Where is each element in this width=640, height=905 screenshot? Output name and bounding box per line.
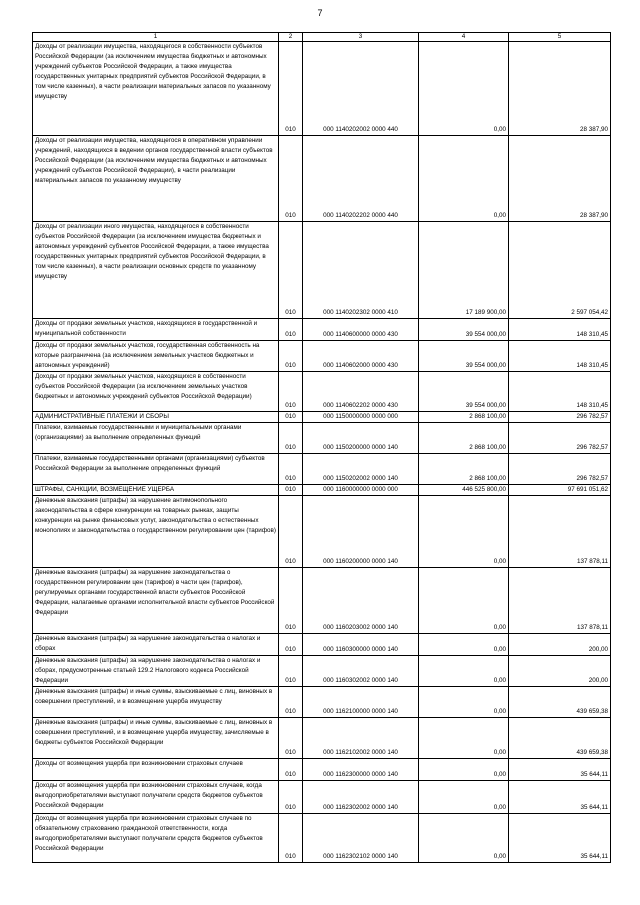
row-code: 010 bbox=[279, 781, 303, 814]
row-planned-amount: 0,00 bbox=[419, 656, 509, 687]
row-executed-amount: 439 659,38 bbox=[509, 718, 611, 759]
column-header: 3 bbox=[303, 33, 419, 42]
row-executed-amount: 137 878,11 bbox=[509, 496, 611, 568]
row-budget-code: 000 1140202202 0000 440 bbox=[303, 136, 419, 222]
row-planned-amount: 0,00 bbox=[419, 634, 509, 656]
table-row bbox=[33, 781, 611, 814]
table-row bbox=[33, 42, 611, 136]
table-body bbox=[33, 42, 611, 863]
row-code: 010 bbox=[279, 454, 303, 485]
row-code: 010 bbox=[279, 372, 303, 412]
row-code: 010 bbox=[279, 634, 303, 656]
row-executed-amount: 2 597 054,42 bbox=[509, 222, 611, 319]
row-code: 010 bbox=[279, 759, 303, 781]
row-budget-code: 000 1140602000 0000 430 bbox=[303, 341, 419, 372]
row-budget-code: 000 1162302002 0000 140 bbox=[303, 781, 419, 814]
row-code: 010 bbox=[279, 341, 303, 372]
row-planned-amount: 0,00 bbox=[419, 42, 509, 136]
row-name: Денежные взыскания (штрафы) за нарушение антимонопольного законодательства в сфере конкуренции на товарных рынках, защиты конкуренции на рынке финансовых услуг, законодательства о естественных монополиях и законодательства о государственном регулировании цен (тарифов) bbox=[33, 496, 279, 568]
table-row bbox=[33, 423, 611, 454]
table-row bbox=[33, 372, 611, 412]
row-planned-amount: 0,00 bbox=[419, 496, 509, 568]
row-code: 010 bbox=[279, 42, 303, 136]
row-code: 010 bbox=[279, 656, 303, 687]
table-row bbox=[33, 341, 611, 372]
row-executed-amount: 200,00 bbox=[509, 634, 611, 656]
row-code: 010 bbox=[279, 319, 303, 341]
row-planned-amount: 2 868 100,00 bbox=[419, 454, 509, 485]
row-budget-code: 000 1140600000 0000 430 bbox=[303, 319, 419, 341]
column-header: 4 bbox=[419, 33, 509, 42]
row-budget-code: 000 1162300000 0000 140 bbox=[303, 759, 419, 781]
table-row bbox=[33, 136, 611, 222]
row-executed-amount: 28 387,90 bbox=[509, 42, 611, 136]
row-budget-code: 000 1160203002 0000 140 bbox=[303, 568, 419, 634]
row-name: Доходы от возмещения ущерба при возникновении страховых случаев bbox=[33, 759, 279, 781]
table-row bbox=[33, 718, 611, 759]
row-name: Доходы от возмещения ущерба при возникновении страховых случаев, когда выгодоприобретателями выступают получатели средств бюджетов субъектов Российской Федерации bbox=[33, 781, 279, 814]
row-executed-amount: 296 782,57 bbox=[509, 454, 611, 485]
row-budget-code: 000 1162302102 0000 140 bbox=[303, 814, 419, 863]
row-planned-amount: 17 189 900,00 bbox=[419, 222, 509, 319]
row-executed-amount: 148 310,45 bbox=[509, 319, 611, 341]
row-budget-code: 000 1162102002 0000 140 bbox=[303, 718, 419, 759]
row-executed-amount: 200,00 bbox=[509, 656, 611, 687]
row-name: Доходы от продажи земельных участков, находящихся в государственной и муниципальной собственности bbox=[33, 319, 279, 341]
row-budget-code: 000 1162100000 0000 140 bbox=[303, 687, 419, 718]
row-executed-amount: 148 310,45 bbox=[509, 341, 611, 372]
row-name: Доходы от реализации имущества, находящегося в собственности субъектов Российской Федерации (за исключением имущества бюджетных и автономных учреждений субъектов Российской Федерации, а также имущества государственных унитарных предприятий субъектов Российской Федерации, в том числе казенных), в части реализации материальных запасов по указанному имуществу bbox=[33, 42, 279, 136]
row-name: Доходы от возмещения ущерба при возникновении страховых случаев по обязательному страхованию гражданской ответственности, когда выгодоприобретателями выступают получатели средств бюджетов субъектов Российской Федерации bbox=[33, 814, 279, 863]
row-name: Платежи, взимаемые государственными и муниципальными органами (организациями) за выполнение определенных функций bbox=[33, 423, 279, 454]
column-header: 2 bbox=[279, 33, 303, 42]
row-name: Денежные взыскания (штрафы) и иные суммы, взыскиваемые с лиц, виновных в совершении преступлений, и в возмещение ущерба имуществу bbox=[33, 687, 279, 718]
row-budget-code: 000 1160302002 0000 140 bbox=[303, 656, 419, 687]
table-row bbox=[33, 319, 611, 341]
row-name: Доходы от продажи земельных участков, государственная собственность на которые разграничена (за исключением земельных участков бюджетных и автономных учреждений) bbox=[33, 341, 279, 372]
row-budget-code: 000 1140202002 0000 440 bbox=[303, 42, 419, 136]
column-header: 1 bbox=[33, 33, 279, 42]
row-name: Денежные взыскания (штрафы) за нарушение законодательства о налогах и сборах bbox=[33, 634, 279, 656]
table-row bbox=[33, 687, 611, 718]
row-executed-amount: 35 644,11 bbox=[509, 781, 611, 814]
row-code: 010 bbox=[279, 485, 303, 496]
row-budget-code: 000 1140202302 0000 410 bbox=[303, 222, 419, 319]
table-row bbox=[33, 656, 611, 687]
row-executed-amount: 35 644,11 bbox=[509, 814, 611, 863]
row-executed-amount: 137 878,11 bbox=[509, 568, 611, 634]
row-name: Денежные взыскания (штрафы) за нарушение законодательства о государственном регулировании цен (тарифов) в части цен (тарифов), регулируемых органами государственной власти субъектов Российской Федерации, налагаемые органами исполнительной власти субъектов Российской Федерации bbox=[33, 568, 279, 634]
row-code: 010 bbox=[279, 814, 303, 863]
table-row bbox=[33, 759, 611, 781]
table-row bbox=[33, 222, 611, 319]
row-executed-amount: 296 782,57 bbox=[509, 423, 611, 454]
table-header-row bbox=[33, 33, 611, 42]
row-executed-amount: 148 310,45 bbox=[509, 372, 611, 412]
column-header: 5 bbox=[509, 33, 611, 42]
row-name: ШТРАФЫ, САНКЦИИ, ВОЗМЕЩЕНИЕ УЩЕРБА bbox=[33, 485, 279, 496]
row-budget-code: 000 1160300000 0000 140 bbox=[303, 634, 419, 656]
row-budget-code: 000 1150000000 0000 000 bbox=[303, 412, 419, 423]
row-code: 010 bbox=[279, 412, 303, 423]
table-row bbox=[33, 568, 611, 634]
row-planned-amount: 0,00 bbox=[419, 759, 509, 781]
row-planned-amount: 39 554 000,00 bbox=[419, 341, 509, 372]
table-row bbox=[33, 814, 611, 863]
row-planned-amount: 2 868 100,00 bbox=[419, 423, 509, 454]
row-budget-code: 000 1150202002 0000 140 bbox=[303, 454, 419, 485]
row-planned-amount: 0,00 bbox=[419, 687, 509, 718]
page-number: 7 bbox=[317, 8, 323, 18]
row-executed-amount: 97 691 051,62 bbox=[509, 485, 611, 496]
table-row bbox=[33, 634, 611, 656]
row-code: 010 bbox=[279, 718, 303, 759]
row-code: 010 bbox=[279, 687, 303, 718]
row-planned-amount: 0,00 bbox=[419, 814, 509, 863]
row-budget-code: 000 1140602202 0000 430 bbox=[303, 372, 419, 412]
row-code: 010 bbox=[279, 136, 303, 222]
table-row bbox=[33, 412, 611, 423]
row-name: Доходы от реализации имущества, находящегося в оперативном управлении учреждений, находящихся в ведении органов государственной власти субъектов Российской Федерации (за исключением имущества бюджетных и автономных учреждений субъектов Российской Федерации), в части реализации материальных запасов по указанному имуществу bbox=[33, 136, 279, 222]
row-planned-amount: 0,00 bbox=[419, 718, 509, 759]
row-planned-amount: 0,00 bbox=[419, 568, 509, 634]
row-executed-amount: 296 782,57 bbox=[509, 412, 611, 423]
row-planned-amount: 39 554 000,00 bbox=[419, 319, 509, 341]
row-name: АДМИНИСТРАТИВНЫЕ ПЛАТЕЖИ И СБОРЫ bbox=[33, 412, 279, 423]
row-name: Денежные взыскания (штрафы) за нарушение законодательства о налогах и сборах, предусмотренные статьей 129.2 Налогового кодекса Российской Федерации bbox=[33, 656, 279, 687]
table-row bbox=[33, 485, 611, 496]
row-executed-amount: 28 387,90 bbox=[509, 136, 611, 222]
row-code: 010 bbox=[279, 496, 303, 568]
row-planned-amount: 446 525 800,00 bbox=[419, 485, 509, 496]
table-row bbox=[33, 496, 611, 568]
revenue-table bbox=[32, 32, 611, 863]
row-name: Доходы от продажи земельных участков, находящихся в собственности субъектов Российской Федерации (за исключением земельных участков бюджетных и автономных учреждений субъектов Российской Федерации) bbox=[33, 372, 279, 412]
row-planned-amount: 0,00 bbox=[419, 136, 509, 222]
row-code: 010 bbox=[279, 423, 303, 454]
row-budget-code: 000 1150200000 0000 140 bbox=[303, 423, 419, 454]
row-executed-amount: 439 659,38 bbox=[509, 687, 611, 718]
table-row bbox=[33, 454, 611, 485]
row-name: Денежные взыскания (штрафы) и иные суммы, взыскиваемые с лиц, виновных в совершении преступлений, и в возмещение ущерба имуществу, зачисляемые в бюджеты субъектов Российской Федерации bbox=[33, 718, 279, 759]
row-budget-code: 000 1160000000 0000 000 bbox=[303, 485, 419, 496]
row-planned-amount: 39 554 000,00 bbox=[419, 372, 509, 412]
row-code: 010 bbox=[279, 222, 303, 319]
row-name: Платежи, взимаемые государственными органами (организациями) субъектов Российской Федерации за выполнение определенных функций bbox=[33, 454, 279, 485]
row-name: Доходы от реализации иного имущества, находящегося в собственности субъектов Российской Федерации (за исключением имущества бюджетных и автономных учреждений субъектов Российской Федерации, а также имущества государственных унитарных предприятий субъектов Российской Федерации, в том числе казенных), в части реализации основных средств по указанному имуществу bbox=[33, 222, 279, 319]
row-budget-code: 000 1160200000 0000 140 bbox=[303, 496, 419, 568]
row-planned-amount: 0,00 bbox=[419, 781, 509, 814]
row-code: 010 bbox=[279, 568, 303, 634]
row-planned-amount: 2 868 100,00 bbox=[419, 412, 509, 423]
row-executed-amount: 35 644,11 bbox=[509, 759, 611, 781]
